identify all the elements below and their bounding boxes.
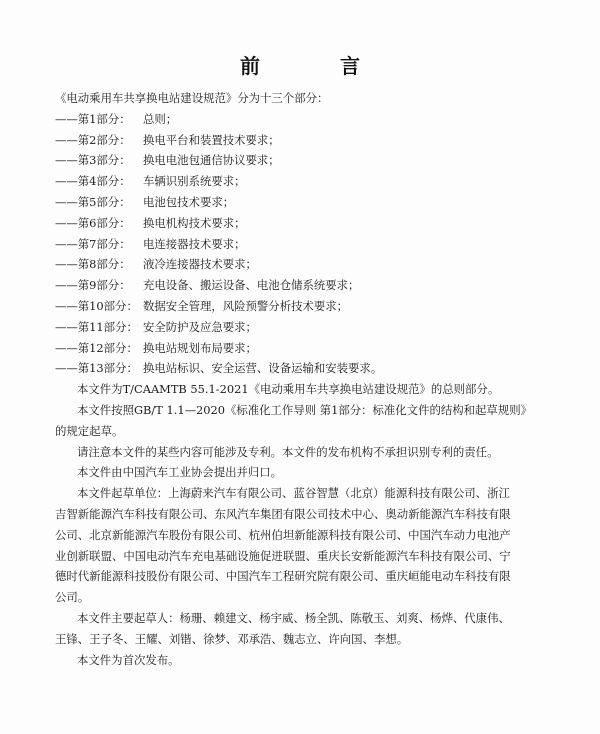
part-title: 数据安全管理，风险预警分析技术要求； bbox=[143, 298, 349, 313]
part-title: 换电机构技术要求； bbox=[143, 215, 246, 230]
part-title: 总则； bbox=[143, 111, 178, 126]
part-title: 安全防护及应急要求； bbox=[143, 319, 257, 334]
paragraph-gb-line1: 本文件按照GB/T 1.1—2020《标准化工作导则 第1部分：标准化文件的结构和起草规则》 bbox=[77, 402, 532, 417]
part-number: ——第5部分： bbox=[55, 194, 131, 209]
part-item bbox=[55, 338, 570, 359]
part-number: ——第8部分： bbox=[55, 257, 131, 272]
part-item bbox=[55, 213, 570, 234]
part-item bbox=[55, 317, 570, 338]
paragraph-first-release: 本文件为首次发布。 bbox=[77, 652, 180, 667]
part-item bbox=[55, 254, 570, 275]
part-item bbox=[55, 192, 570, 213]
part-title: 换电站标识、安全运营、设备运输和安装要求。 bbox=[143, 361, 383, 376]
part-title: 换电平台和装置技术要求； bbox=[143, 132, 280, 147]
drafting-units-line: 本文件起草单位：上海蔚来汽车有限公司、蓝谷智慧（北京）能源科技有限公司、浙江 bbox=[77, 486, 510, 501]
paragraph-proposer: 本文件由中国汽车工业协会提出并归口。 bbox=[77, 465, 283, 480]
part-item bbox=[55, 234, 570, 255]
part-title: 换电电池包通信协议要求； bbox=[143, 153, 280, 168]
part-title: 车辆识别系统要求； bbox=[143, 174, 246, 189]
part-title: 换电站规划布局要求； bbox=[143, 340, 257, 355]
part-number: ——第4部分： bbox=[55, 174, 131, 189]
part-item bbox=[55, 275, 570, 296]
drafting-units-line: 德时代新能源科技股份有限公司、中国汽车工程研究院有限公司、重庆峘能电动车科技有限 bbox=[55, 569, 511, 584]
drafting-units-line: 业创新联盟、中国电动汽车充电基础设施促进联盟、重庆长安新能源汽车科技有限公司、宁 bbox=[55, 548, 511, 563]
part-item bbox=[55, 109, 570, 130]
document-body bbox=[55, 88, 570, 670]
intro-line: 《电动乘用车共享换电站建设规范》分为十三个部分： bbox=[55, 91, 329, 105]
part-item bbox=[55, 130, 570, 151]
drafting-units-paragraph bbox=[55, 483, 570, 608]
part-title: 液冷连接器技术要求； bbox=[143, 257, 257, 272]
part-number: ——第11部分： bbox=[55, 319, 138, 334]
part-title: 充电设备、搬运设备、电池仓储系统要求； bbox=[143, 278, 360, 293]
part-title: 电池包技术要求； bbox=[143, 194, 235, 209]
part-number: ——第1部分： bbox=[55, 111, 131, 126]
part-number: ——第10部分： bbox=[55, 298, 138, 313]
parts-list bbox=[55, 109, 570, 379]
drafting-units-line: 吉智新能源汽车科技有限公司、东风汽车集团有限公司技术中心、奥动新能源汽车科技有限 bbox=[55, 506, 511, 521]
drafters-paragraph bbox=[55, 608, 570, 650]
drafters-line: 王锋、王子冬、王耀、刘锴、徐梦、邓承浩、魏志立、许向国、李想。 bbox=[55, 631, 409, 646]
drafting-units-line: 公司。 bbox=[55, 590, 90, 605]
part-title: 电连接器技术要求； bbox=[143, 236, 246, 251]
drafting-units-line: 公司、北京新能源汽车股份有限公司、杭州伯坦新能源科技有限公司、中国汽车动力电池产 bbox=[55, 527, 511, 542]
paragraph-patent: 请注意本文件的某些内容可能涉及专利。本文件的发布机构不承担识别专利的责任。 bbox=[77, 444, 499, 459]
paragraph-gb-line2: 的规定起草。 bbox=[55, 423, 124, 438]
part-number: ——第7部分： bbox=[55, 236, 131, 251]
part-item bbox=[55, 150, 570, 171]
drafters-line: 本文件主要起草人：杨珊、赖建文、杨宇威、杨全凯、陈敬玉、刘爽、杨烨、代康伟、 bbox=[77, 610, 510, 625]
part-number: ——第9部分： bbox=[55, 278, 131, 293]
part-item bbox=[55, 171, 570, 192]
part-number: ——第13部分： bbox=[55, 361, 138, 376]
part-number: ——第6部分： bbox=[55, 215, 131, 230]
part-number: ——第3部分： bbox=[55, 153, 131, 168]
part-item bbox=[55, 358, 570, 379]
page-title: 前 言 bbox=[240, 54, 390, 78]
part-number: ——第12部分： bbox=[55, 340, 138, 355]
part-number: ——第2部分： bbox=[55, 132, 131, 147]
part-item bbox=[55, 296, 570, 317]
paragraph-part1: 本文件为T/CAAMTB 55.1-2021《电动乘用车共享换电站建设规范》的总则部分。 bbox=[77, 382, 500, 397]
